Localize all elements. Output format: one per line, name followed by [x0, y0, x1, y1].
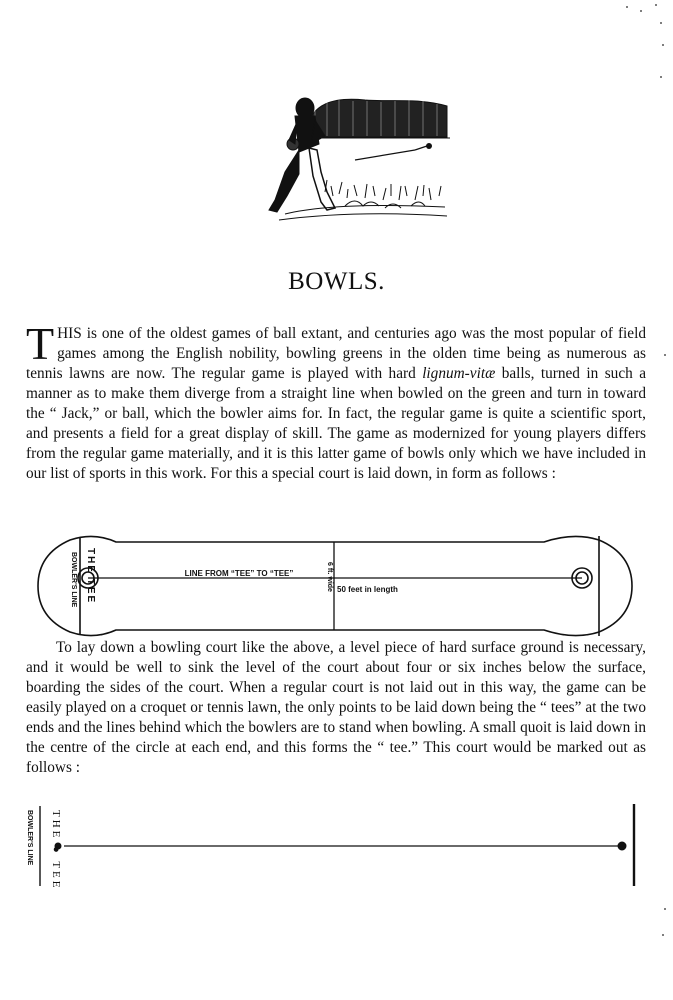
scan-speck — [655, 4, 657, 6]
left-the-tee-label: THE TEE — [85, 548, 96, 605]
bowlers-line-label: BOWLER'S LINE — [26, 810, 33, 866]
scan-speck — [640, 10, 642, 12]
right-tee-dot — [618, 842, 626, 850]
intro-text-b: balls, turned in such a manner as to make them diverge from a straight line when bowled on the green and turn in toward the “ Jack,” or ball, which the bowler aims for. In fact, the regular game is quite a scientific sport, and presents a field for a great display of skill. The game as modernized for young players differs from the regular game materially, and it is this latter game of bowls only which we have included in our list of sports in this work. For this a special court is laid down, in form as follows : — [26, 365, 646, 482]
scan-speck — [660, 76, 662, 78]
scan-speck — [664, 354, 666, 356]
bowler-illustration — [215, 92, 455, 227]
body-paragraph — [26, 638, 646, 778]
intro-italic: lignum-vitæ — [422, 365, 496, 382]
scan-speck — [662, 44, 664, 46]
body-text: To lay down a bowling court like the above, a level piece of hard surface ground is necessary, and it would be well to sink the level of the court about four or six inches below the surface, boarding the sides of the court. When a regular court is not laid out in this way, the game can be easily played on a croquet or tennis lawn, the only points to be laid down being the “ tees” at the two ends and the lines behind which the bowlers are to stand when bowling. A small quoit is laid down in the centre of the circle at each end, and this forms the “ tee.” This court would be marked out as follows : — [26, 639, 646, 776]
scan-speck — [664, 908, 666, 910]
page-title: BOWLS. — [288, 268, 385, 295]
court-outline — [38, 536, 632, 635]
the-tee-label: THE ● TEE — [50, 810, 62, 891]
left-bowlers-line-label: BOWLER'S LINE — [70, 552, 77, 608]
court-diagram-simple — [22, 800, 642, 892]
line-from-tee-label: LINE FROM “TEE” TO “TEE” — [184, 569, 294, 578]
scan-speck — [662, 934, 664, 936]
scan-speck — [626, 6, 628, 8]
court-diagram — [34, 528, 636, 644]
width-label: 6 ft. wide — [326, 562, 333, 592]
drop-cap: T — [26, 318, 55, 369]
intro-paragraph — [26, 318, 646, 484]
scan-speck — [660, 22, 662, 24]
length-label: 50 feet in length — [337, 585, 398, 594]
intro-text-a: HIS is one of the oldest games of ball extant, and centuries ago was the most popular of field games among the English nobility, bowling greens in the olden time being as numerous as tennis lawns are now. The regular game is played with hard — [26, 325, 646, 382]
